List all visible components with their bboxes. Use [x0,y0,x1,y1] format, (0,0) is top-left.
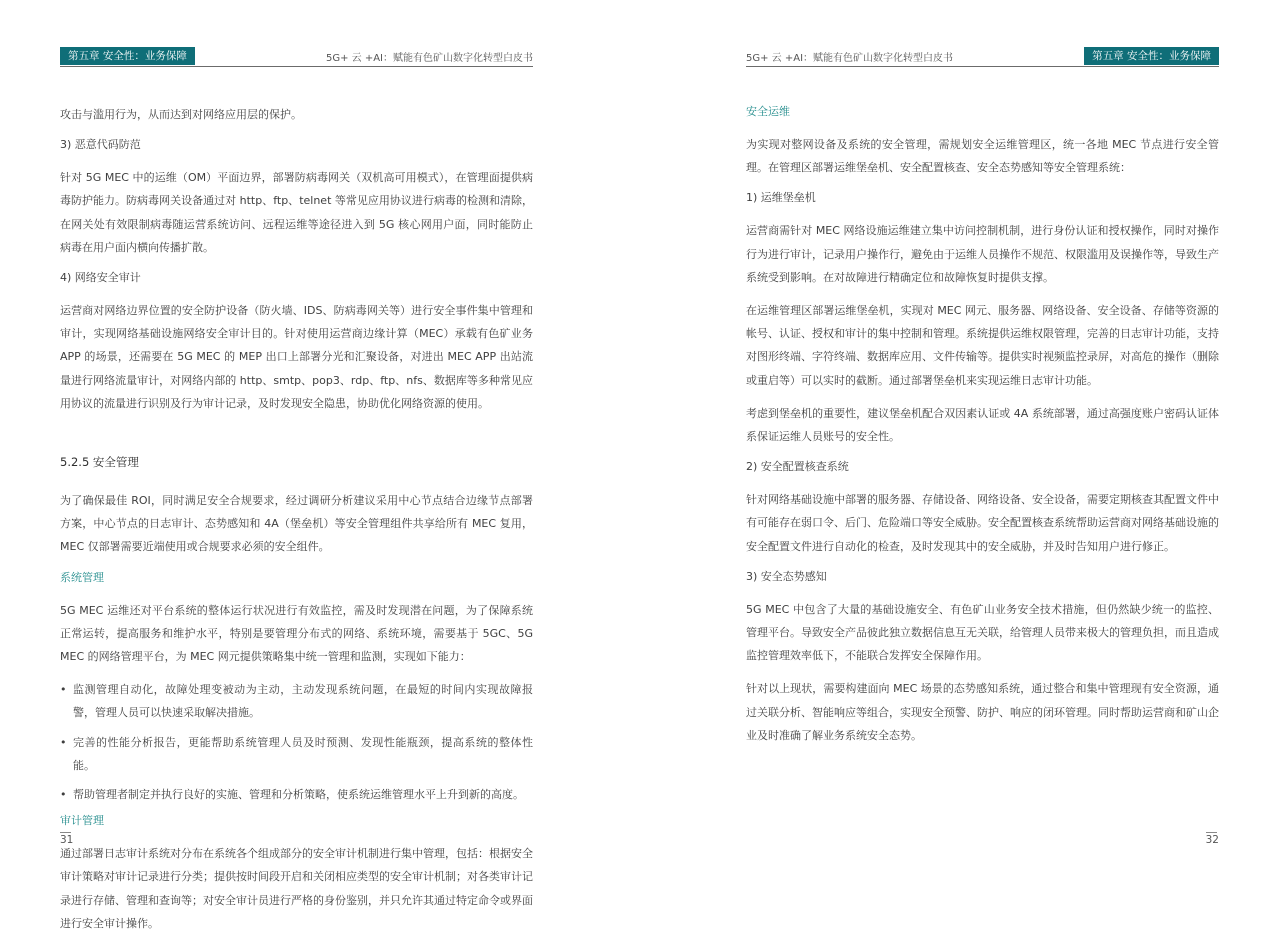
page-content [746,103,1219,757]
left-page [60,0,533,930]
audit-mgmt-paragraph: 通过部署日志审计系统对分布在系统各个组成部分的安全审计机制进行集中管理，包括：根据安全审计策略对审计记录进行分类；提供按时间段开启和关闭相应类型的安全审计机制；对各类审计记录进行存储、管理和查询等；对安全审计员进行严格的身份鉴别，并只允许其通过特定命令或界面进行安全审计操作。 [60,847,533,930]
malware-paragraph: 针对 5G MEC 中的运维（OM）平面边界，部署防病毒网关（双机高可用模式），在管理面提供病毒防护能力。防病毒网关设备通过对 http、ftp、telnet 等常见应用协议进行病毒的检测和清除，在网关处有效限制病毒随运营系统访问、远程运维等途径进入到 5G 核心网用户面，同时能防止病毒在用户面内横向传播扩散。 [60,171,533,254]
page-content [60,103,533,945]
network-audit-heading: 4) 网络安全审计 [60,271,141,285]
config-check-paragraph: 针对网络基础设施中部署的服务器、存储设备、网络设备、安全设备，需要定期核查其配置文件中有可能存在弱口令、后门、危险端口等安全威胁。安全配置核查系统帮助运营商对网络基础设施的安全配置文件进行自动化的检查，及时发现其中的安全威胁，并及时告知用户进行修正。 [746,493,1219,553]
bastion-paragraph-1: 运营商需针对 MEC 网络设施运维建立集中访问控制机制，进行身份认证和授权操作，同时对操作行为进行审计，记录用户操作行，避免由于运维人员操作不规范、权限滥用及误操作等，导致生产系统受到影响。在对故障进行精确定位和故障恢复时提供支撑。 [746,224,1219,284]
bullet-item: • 帮助管理者制定并执行良好的实施、管理和分析策略，使系统运维管理水平上升到新的高度。 [60,783,533,806]
page-number: 31 [60,834,74,846]
system-mgmt-paragraph: 5G MEC 运维还对平台系统的整体运行状况进行有效监控，需及时发现潜在问题，为了保障系统正常运转，提高服务和维护水平，特别是要管理分布式的网络、系统环境，需要基于 5GC、5G MEC 的网络管理平台，为 MEC 网元提供策略集中统一管理和监测，实现如下能力： [60,603,533,664]
intro-paragraph: 攻击与滥用行为，从而达到对网络应用层的保护。 [60,108,302,121]
bullet-icon: • [60,788,67,802]
network-audit-paragraph: 运营商对网络边界位置的安全防护设备（防火墙、IDS、防病毒网关等）进行安全事件集中管理和审计，实现网络基础设施网络安全审计目的。针对使用运营商边缘计算（MEC）承载有色矿业务 APP 的场景，还需要在 5G MEC 的 MEP 出口上部署分光和汇聚设备，对进出 MEC APP 出站流量进行网络流量审计，对网络内部的 http、smtp、pop3、rdp、ftp、nfs、数据库等多种常见应用协议的流量进行识别及行为审计记录，及时发现安全隐患，协助优化网络资源的使用。 [60,304,533,410]
page-header [60,47,533,67]
bullet-icon: • [60,683,67,697]
book-title: 5G+ 云 +AI：赋能有色矿山数字化转型白皮书 [325,53,533,64]
chapter-tab: 第五章 安全性：业务保障 [60,47,195,65]
bastion-paragraph-3: 考虑到堡垒机的重要性，建议堡垒机配合双因素认证或 4A 系统部署，通过高强度账户密码认证体系保证运维人员账号的安全性。 [746,406,1219,444]
page-number: 32 [1205,834,1219,846]
bastion-paragraph-2: 在运维管理区部署运维堡垒机，实现对 MEC 网元、服务器、网络设备、安全设备、存储等资源的帐号、认证、授权和审计的集中控制和管理。系统提供运维权限管理，完善的日志审计功能，支持对图形终端、字符终端、数据库应用、文件传输等。提供实时视频监控录屏，对高危的操作（删除或重启等）可以实时的截断。通过部署堡垒机来实现运维日志审计功能。 [746,304,1219,387]
situation-heading: 3) 安全态势感知 [746,569,827,583]
ops-paragraph: 为实现对整网设备及系统的安全管理，需规划安全运维管理区，统一各地 MEC 节点进行安全管理。在管理区部署运维堡垒机、安全配置核查、安全态势感知等安全管理系统： [746,138,1219,175]
bullet-item: • 完善的性能分析报告，更能帮助系统管理人员及时预测、发现性能瓶颈，提高系统的整体性能。 [60,731,533,777]
ops-heading: 安全运维 [746,105,790,118]
book-title: 5G+ 云 +AI：赋能有色矿山数字化转型白皮书 [746,53,954,64]
bullet-icon: • [60,735,67,749]
page-header [746,47,1219,67]
config-check-heading: 2) 安全配置核查系统 [746,460,849,474]
bullet-item: • 监测管理自动化，故障处理变被动为主动，主动发现系统问题，在最短的时间内实现故障报警，管理人员可以快速采取解决措施。 [60,678,533,724]
system-mgmt-heading: 系统管理 [60,570,104,584]
system-mgmt-bullets [60,678,533,806]
malware-heading: 3) 恶意代码防范 [60,138,141,152]
audit-mgmt-heading: 审计管理 [60,814,104,828]
chapter-tab: 第五章 安全性：业务保障 [1084,47,1219,65]
section-paragraph: 为了确保最佳 ROI，同时满足安全合规要求，经过调研分析建议采用中心节点结合边缘节点部署方案，中心节点的日志审计、态势感知和 4A（堡垒机）等安全管理组件共享给所有 MEC 复用，MEC 仅部署需要近端使用或合规要求必须的安全组件。 [60,494,533,554]
situation-paragraph-1: 5G MEC 中包含了大量的基础设施安全、有色矿山业务安全技术措施，但仍然缺少统一的监控、管理平台。导致安全产品彼此独立数据信息互无关联，给管理人员带来极大的管理负担，而且造成监控管理效率低下，不能联合发挥安全保障作用。 [746,602,1219,663]
situation-paragraph-2: 针对以上现状，需要构建面向 MEC 场景的态势感知系统，通过整合和集中管理现有安全资源，通过关联分析、智能响应等组合，实现安全预警、防护、响应的闭环管理。同时帮助运营商和矿山企业及时准确了解业务系统安全态势。 [746,682,1219,742]
right-page [746,0,1219,868]
section-title: 5.2.5 安全管理 [60,455,139,470]
bastion-heading: 1) 运维堡垒机 [746,191,816,205]
